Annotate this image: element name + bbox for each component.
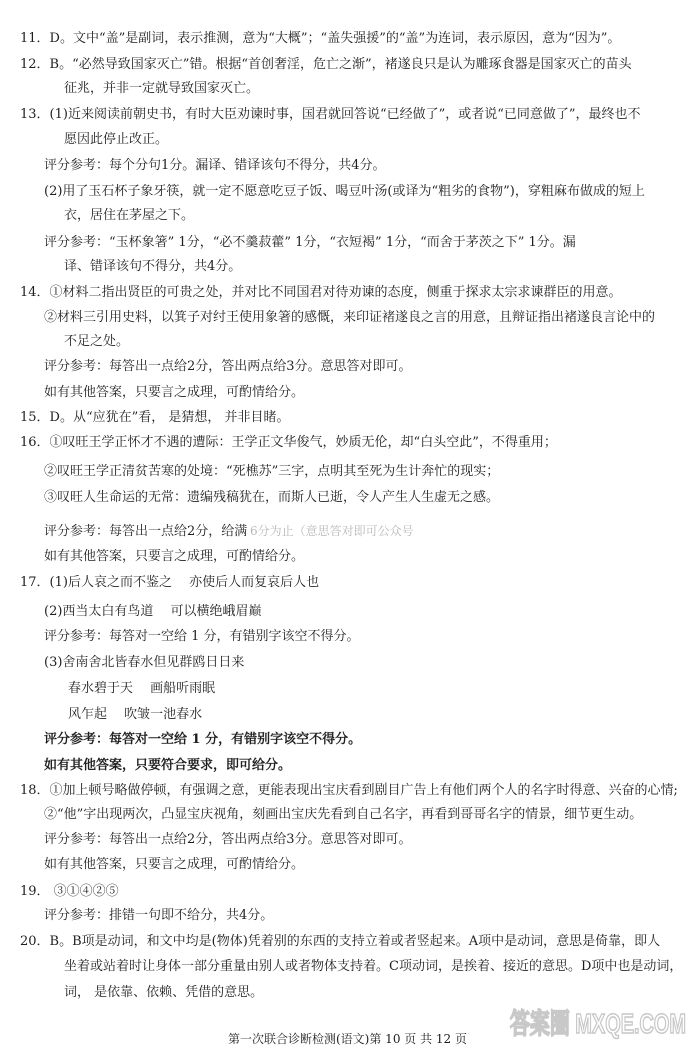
- line-14-2: ②材料三引用史料，以箕子对纣王使用象箸的感慨，来印证褚遂良之言的用意，且辩证指出褚遂良言论中的: [44, 310, 656, 325]
- scoring-14: 评分参考：每答出一点给2分，答出两点给3分。意思答对即可。: [44, 359, 412, 374]
- note-17: 如有其他答案，只要符合要求，即可给分。: [44, 758, 292, 773]
- line-16-3: ③叹旺人生命运的无常：遗编残稿犹在，而斯人已逝，令人产生人生虚无之感。: [44, 490, 500, 505]
- line-17-3-c: 风乍起 吹皱一池春水: [68, 707, 203, 722]
- line-17-1: 17．(1)后人哀之而不鉴之 亦使后人而复哀后人也: [20, 575, 320, 590]
- line-15: 15．D。从“应犹在”看， 是猜想， 并非目睹。: [20, 410, 290, 425]
- line-18-2: ②“他”字出现两次，凸显宝庆视角，刻画出宝庆先看到自己名字，再看到哥哥名字的情景，细节更生动。: [44, 807, 643, 822]
- note-14: 如有其他答案，只要言之成理，可酌情给分。: [44, 385, 305, 400]
- line-18-1: 18．①加上顿号略做停顿，有强调之意，更能表现出宝庆看到剧目广告上有他们两个人的名字时得意、兴奋的心情;: [20, 783, 678, 798]
- scoring-18: 评分参考：每答出一点给2分，答出两点给3分。意思答对即可。: [44, 832, 412, 847]
- line-20-cont2: 词， 是依靠、依赖、凭借的意思。: [64, 985, 264, 1000]
- note-16: 如有其他答案，只要言之成理，可酌情给分。: [44, 549, 305, 564]
- line-14-2-cont: 不足之处。: [64, 334, 130, 349]
- scoring-17-b: 评分参考：每答对一空给 1 分，有错别字该空不得分。: [44, 732, 362, 747]
- scoring-19: 评分参考：排错一句即不给分，共4分。: [44, 908, 274, 923]
- scoring-17-a: 评分参考：每答对一空给 1 分，有错别字该空不得分。: [44, 629, 360, 644]
- scoring-13-2-cont: 译、错译该句不得分，共4分。: [64, 259, 242, 274]
- line-13-2-cont: 衣，居住在茅屋之下。: [64, 208, 195, 223]
- note-18: 如有其他答案，只要言之成理，可酌情给分。: [44, 857, 305, 872]
- line-20-cont: 坐着或站着时让身体一部分重量由别人或者物体支持着。C项动词，是挨着、接近的意思。D项中也是动词，: [64, 959, 683, 974]
- watermark-logo-text: 答案圈 MXQE.COM: [510, 1008, 686, 1039]
- line-19: 19． ③①④②⑤: [20, 884, 119, 899]
- line-14-1: 14．①材料二指出贤臣的可贵之处，并对比不同国君对待劝谏的态度，侧重于探求太宗求谏群臣的用意。: [20, 285, 622, 300]
- line-12: 12．B。“必然导致国家灭亡”错。根据“首创奢淫，危亡之渐”，褚遂良只是认为雕琢食器是国家灭亡的苗头: [20, 57, 632, 72]
- line-20: 20．B。B项是动词，和文中均是(物体)凭着别的东西的支持立着或者竖起来。A项中是动词，意思是倚靠，即人: [20, 934, 661, 949]
- line-13-1: 13．(1)近来阅读前朝史书，有时大臣劝谏时事，国君就回答说“已经做了”，或者说“已同意做了”，最终也不: [20, 107, 641, 122]
- line-13-1-cont: 愿因此停止改正。: [64, 132, 169, 147]
- line-11: 11．D。文中“盖”是副词，表示推测，意为“大概”；“盖失强援”的“盖”为连词，表示原因，意为“因为”。: [20, 31, 621, 46]
- scoring-16: 评分参考：每答出一点给2分，给满: [44, 524, 248, 539]
- line-16-2: ②叹旺王学正清贫苦寒的处境：“死樵苏”三字，点明其至死为生计奔忙的现实；: [44, 464, 500, 479]
- line-17-3-b: 春水碧于天 画船听雨眠: [68, 681, 216, 696]
- line-17-3: (3)舍南舍北皆春水但见群鸥日日来: [44, 655, 245, 670]
- line-12-cont: 征兆，并非一定就导致国家灭亡。: [64, 81, 260, 96]
- scoring-13-2: 评分参考：“玉杯象箸” 1分，“必不羹菽藿” 1分，“衣短褐” 1分，“而舍于茅茨之下” 1分。漏: [44, 235, 576, 250]
- watermark-center: 6分为止（意思答对即可公众号: [250, 524, 414, 538]
- line-13-2: (2)用了玉石杯子象牙筷，就一定不愿意吃豆子饭、喝豆叶汤(或译为“粗劣的食物”)，穿粗麻布做成的短上: [44, 184, 645, 199]
- watermark-logo: [508, 975, 688, 1060]
- page-footer: 第一次联合诊断检测(语文)第 10 页 共 12 页: [228, 1032, 467, 1046]
- line-17-2: (2)西当太白有鸟道 可以横绝峨眉巅: [44, 604, 262, 619]
- line-16-1: 16．①叹旺王学正怀才不遇的遭际：王学正文华俊气，妙质无伦，却“白头空此”，不得重用；: [20, 435, 557, 450]
- scoring-13-1: 评分参考：每个分句1分。漏译、错译该句不得分，共4分。: [44, 158, 386, 173]
